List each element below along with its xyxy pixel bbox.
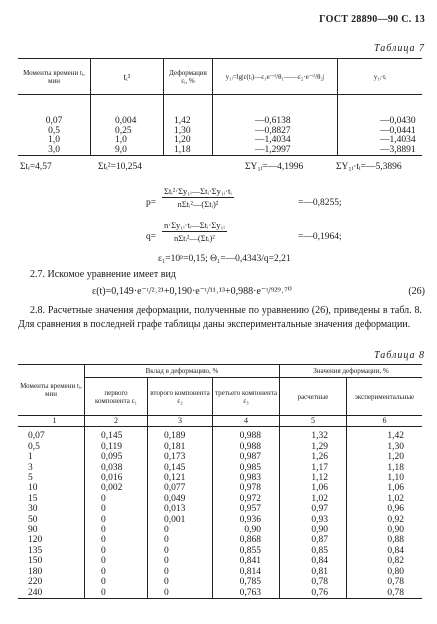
- q-numerator: n·Σy₁ᵢ·tᵢ—Σtᵢ·Σy₁ᵢ: [164, 220, 225, 230]
- t8-cell-comp3: 0,988: [213, 442, 280, 452]
- table8-caption: Таблица 8: [374, 350, 425, 361]
- q-denominator: nΣtᵢ²—(Σtᵢ)²: [173, 233, 215, 243]
- t7-cell-yt: —3,8891: [338, 146, 423, 156]
- t8-body: [18, 416, 422, 599]
- t8-cell-exp: 1,06: [347, 483, 423, 493]
- t8-cell-exp: 1,10: [347, 473, 423, 483]
- t8-cell-comp1: 0: [85, 515, 148, 525]
- t8-index-cell: 5: [280, 416, 347, 427]
- t8-cell-time: 150: [28, 556, 43, 567]
- t7-row: [18, 146, 422, 156]
- t8-row: [18, 483, 422, 493]
- t8-cell-comp1: 0: [85, 556, 148, 566]
- t7-cell-strain: 1,18: [164, 146, 213, 156]
- t8-row: [18, 567, 422, 577]
- t8-cell-comp1: 0: [85, 525, 148, 535]
- t8-index-cell: 3: [148, 416, 213, 427]
- t8-cell-calc: 0,87: [280, 535, 347, 545]
- t7-spacer-cell: [213, 95, 338, 118]
- t8-cell-comp2: 0: [148, 535, 213, 545]
- t8-cell-calc: 0,76: [280, 588, 347, 599]
- t8-cell-time: 3: [28, 462, 33, 473]
- t8-row: [18, 535, 422, 545]
- t8-cell-comp2: 0: [148, 567, 213, 577]
- t8-header-comp1: первого компонента ε₁: [85, 378, 148, 416]
- t7-spacer-cell: [91, 95, 164, 118]
- t7-sum-y: ΣY₁ᵢ=—4,1996: [245, 162, 304, 172]
- t8-index-row: [18, 416, 422, 427]
- t8-row: [18, 556, 422, 566]
- section-2-8: 2.8. Расчетные значения деформации, полученные по уравнению (26), приведены в табл. 8. Для сравнения в последней графе таблицы даны экспериментальные значения деформации.: [18, 305, 422, 330]
- t7-cell-time: 3,0: [18, 146, 91, 156]
- t8-cell-time: 1: [28, 452, 33, 463]
- t7-cell-yt: —0,0441: [338, 127, 423, 137]
- t8-row: [18, 515, 422, 525]
- t7-cell-time: 0,07: [45, 116, 63, 126]
- t7-cell-y: —1,2997: [213, 146, 338, 156]
- t8-cell-calc: 1,29: [280, 442, 347, 452]
- t8-cell-time: 180: [28, 566, 43, 577]
- t8-cell-time: 5: [28, 473, 33, 484]
- t8-cell-calc: 0,84: [280, 556, 347, 566]
- t8-index-cell: 6: [347, 416, 423, 427]
- t8-cell-time: 120: [28, 535, 43, 546]
- t8-cell-comp1: 0: [85, 577, 148, 587]
- t8-row: [18, 442, 422, 452]
- t8-cell-comp2: 0,145: [148, 463, 213, 473]
- t7-cell-time: 1,0: [48, 135, 60, 145]
- t7-cell-yt: —0,0430: [338, 117, 423, 127]
- t8-cell-comp2: 0,189: [148, 431, 213, 441]
- t8-cell-comp2: 0: [148, 577, 213, 587]
- equation-26: ε(t)=0,149·e⁻ᵗ/²˒²¹+0,190·e⁻ᵗ/¹¹˒¹³+0,988·e⁻ᵗ/⁹²⁹˒⁷⁰: [92, 286, 292, 297]
- t7-cell-strain: 1,20: [164, 136, 213, 146]
- t8-cell-comp3: 0,988: [213, 431, 280, 441]
- t8-header-comp3: третьего компонента ε₃: [213, 378, 280, 416]
- t8-header-contribution: Вклад в деформацию, %: [85, 365, 280, 378]
- t8-cell-comp3: 0,868: [213, 535, 280, 545]
- t7-cell-strain: 1,42: [164, 117, 213, 127]
- t8-cell-calc: 1,12: [280, 473, 347, 483]
- t7-cell-tsq: 9,0: [91, 146, 164, 156]
- t8-cell-exp: 1,42: [347, 431, 423, 441]
- t7-header-tsq: tᵢ²: [91, 59, 164, 95]
- t8-header-comp2: второго компонента ε₂: [148, 378, 213, 416]
- t8-cell-comp3: 0,983: [213, 473, 280, 483]
- t8-cell-time: 50: [28, 514, 38, 525]
- t8-cell-exp: 0,78: [347, 577, 423, 587]
- t7-row: [18, 117, 422, 127]
- table7-caption: Таблица 7: [374, 43, 425, 54]
- t8-row: [18, 588, 422, 599]
- t7-sum-tsq: Σtᵢ²=10,254: [98, 162, 143, 172]
- t8-cell-comp2: 0: [148, 525, 213, 535]
- t8-cell-exp: 1,30: [347, 442, 423, 452]
- p-fraction: [162, 186, 234, 209]
- t7-cell-tsq: 1,0: [91, 136, 164, 146]
- t8-row: [18, 473, 422, 483]
- t8-cell-comp3: 0,978: [213, 483, 280, 493]
- t8-cell-calc: 0,97: [280, 504, 347, 514]
- t7-cell-y: —0,8827: [213, 127, 338, 137]
- t7-spacer-cell: [338, 95, 423, 118]
- t8-cell-exp: 0,96: [347, 504, 423, 514]
- t8-row: [18, 577, 422, 587]
- t8-cell-comp1: 0,016: [85, 473, 148, 483]
- t8-cell-comp1: 0: [85, 494, 148, 504]
- t8-cell-calc: 0,93: [280, 515, 347, 525]
- p-value: =—0,8255;: [298, 198, 342, 208]
- t8-cell-time: 15: [28, 493, 38, 504]
- t8-cell-comp3: 0,987: [213, 452, 280, 462]
- t8-cell-exp: 0,84: [347, 546, 423, 556]
- t7-row: [18, 136, 422, 146]
- t8-cell-exp: 1,02: [347, 494, 423, 504]
- t8-cell-comp3: 0,985: [213, 463, 280, 473]
- t7-cell-y: —1,4034: [213, 136, 338, 146]
- t8-cell-comp1: 0: [85, 535, 148, 545]
- t8-cell-comp2: 0,001: [148, 515, 213, 525]
- t8-cell-comp2: 0,181: [148, 442, 213, 452]
- t7-body: [18, 95, 422, 156]
- t8-index-cell: 2: [85, 416, 148, 427]
- t8-row: [18, 525, 422, 535]
- t8-cell-exp: 0,78: [347, 588, 423, 599]
- t8-cell-calc: 0,85: [280, 546, 347, 556]
- t8-cell-comp1: 0,145: [85, 431, 148, 441]
- t8-cell-comp2: 0,173: [148, 452, 213, 462]
- t8-row: [18, 463, 422, 473]
- t8-header-strain-values: Значения деформации, %: [280, 365, 423, 378]
- table-8: [18, 364, 422, 599]
- t8-row: [18, 546, 422, 556]
- t8-cell-comp3: 0,957: [213, 504, 280, 514]
- t8-header-exp: экспериментальные: [347, 378, 423, 416]
- t8-cell-comp2: 0: [148, 588, 213, 599]
- t8-cell-comp1: 0: [85, 504, 148, 514]
- p-numerator: Σtᵢ²·Σy₁ᵢ—Σtᵢ·Σy₁ᵢ·tᵢ: [164, 186, 232, 196]
- t8-cell-comp3: 0,90: [213, 525, 280, 535]
- t7-header-yt: y₁ᵢ·tᵢ: [338, 59, 423, 95]
- t8-cell-comp1: 0,002: [85, 483, 148, 493]
- t8-header-calc: расчетные: [280, 378, 347, 416]
- q-label: q=: [146, 232, 157, 242]
- p-denominator: nΣtᵢ²—(Σtᵢ)²: [177, 199, 219, 209]
- p-label: p=: [146, 198, 157, 208]
- t8-row: [18, 494, 422, 504]
- t8-cell-exp: 0,88: [347, 535, 423, 545]
- t8-cell-time: 220: [28, 577, 43, 588]
- t8-header-time: Моменты времени tᵢ, мин: [18, 365, 85, 416]
- q-fraction: [162, 220, 227, 243]
- t8-cell-calc: 0,90: [280, 525, 347, 535]
- t7-spacer-row: [18, 95, 422, 118]
- t8-cell-comp1: 0,038: [85, 463, 148, 473]
- t8-cell-comp2: 0,121: [148, 473, 213, 483]
- t7-header-time: Моменты времени tᵢ, мин: [18, 59, 91, 95]
- t7-cell-strain: 1,30: [164, 127, 213, 137]
- t8-index-cell: 1: [18, 416, 85, 427]
- t8-cell-comp2: 0: [148, 546, 213, 556]
- t7-sum-t: Σtᵢ=4,57: [20, 162, 52, 172]
- t7-cell-y: —0,6138: [213, 117, 338, 127]
- t8-cell-calc: 1,02: [280, 494, 347, 504]
- t8-cell-calc: 1,06: [280, 483, 347, 493]
- t8-cell-comp2: 0,013: [148, 504, 213, 514]
- t7-header-y: y₁ᵢ=lg|ε(tᵢ)—ε₁e⁻ᵗⁱ/θ₁——ε₂·e⁻ᵗⁱ/θ₂|: [213, 59, 338, 95]
- t8-cell-exp: 1,20: [347, 452, 423, 462]
- t8-cell-comp3: 0,785: [213, 577, 280, 587]
- t7-sum-yt: ΣY₁ᵢ·tᵢ=—5,3896: [336, 162, 402, 172]
- t8-cell-exp: 0,92: [347, 515, 423, 525]
- t8-cell-comp3: 0,814: [213, 567, 280, 577]
- t8-row: [18, 431, 422, 441]
- t8-cell-comp3: 0,855: [213, 546, 280, 556]
- t8-cell-calc: 0,78: [280, 577, 347, 587]
- equation-26-number: (26): [408, 286, 425, 297]
- q-value: =—0,1964;: [298, 232, 342, 242]
- t8-cell-comp2: 0,049: [148, 494, 213, 504]
- t7-header-strain: Деформация εᵢ, %: [164, 59, 213, 95]
- t8-cell-comp3: 0,972: [213, 494, 280, 504]
- table-7: [18, 58, 422, 156]
- t8-cell-comp1: 0: [85, 588, 148, 599]
- t8-cell-time: 135: [28, 545, 43, 556]
- t8-cell-exp: 0,80: [347, 567, 423, 577]
- t8-row: [18, 504, 422, 514]
- t8-cell-comp1: 0,095: [85, 452, 148, 462]
- t8-cell-comp3: 0,936: [213, 515, 280, 525]
- t8-cell-time: 90: [28, 525, 38, 536]
- t7-cell-yt: —1,4034: [338, 136, 423, 146]
- t8-cell-comp2: 0: [148, 556, 213, 566]
- page-header: ГОСТ 28890—90 С. 13: [319, 14, 425, 25]
- t8-cell-exp: 0,82: [347, 556, 423, 566]
- t8-cell-exp: 1,18: [347, 463, 423, 473]
- t8-cell-comp1: 0: [85, 546, 148, 556]
- t8-index-cell: 4: [213, 416, 280, 427]
- t8-cell-calc: 1,17: [280, 463, 347, 473]
- t8-cell-calc: 1,32: [280, 431, 347, 441]
- t8-cell-calc: 1,26: [280, 452, 347, 462]
- t8-cell-comp1: 0,119: [85, 442, 148, 452]
- t8-cell-comp1: 0: [85, 567, 148, 577]
- t8-row: [18, 452, 422, 462]
- t8-cell-calc: 0,81: [280, 567, 347, 577]
- t8-cell-time: 10: [28, 483, 38, 494]
- t7-spacer-cell: [164, 95, 213, 118]
- t8-cell-comp3: 0,763: [213, 588, 280, 599]
- t8-cell-time: 240: [18, 588, 85, 599]
- section-2-7: 2.7. Искомое уравнение имеет вид: [30, 269, 176, 280]
- t8-cell-exp: 0,90: [347, 525, 423, 535]
- e1-theta-line: ε₁=10ᵖ=0,15; Θ₁=—0,4343/q=2,21: [158, 254, 291, 264]
- t8-cell-time: 0,5: [28, 441, 40, 452]
- t8-cell-comp2: 0,077: [148, 483, 213, 493]
- t7-cell-tsq: 0,004: [91, 117, 164, 127]
- t7-cell-time: 0,5: [48, 125, 60, 136]
- t8-cell-time: 0,07: [28, 431, 45, 442]
- t8-cell-time: 30: [28, 504, 38, 515]
- t7-spacer-cell: [18, 95, 91, 118]
- t8-cell-comp3: 0,841: [213, 556, 280, 566]
- t7-row: [18, 127, 422, 137]
- t7-cell-tsq: 0,25: [91, 127, 164, 137]
